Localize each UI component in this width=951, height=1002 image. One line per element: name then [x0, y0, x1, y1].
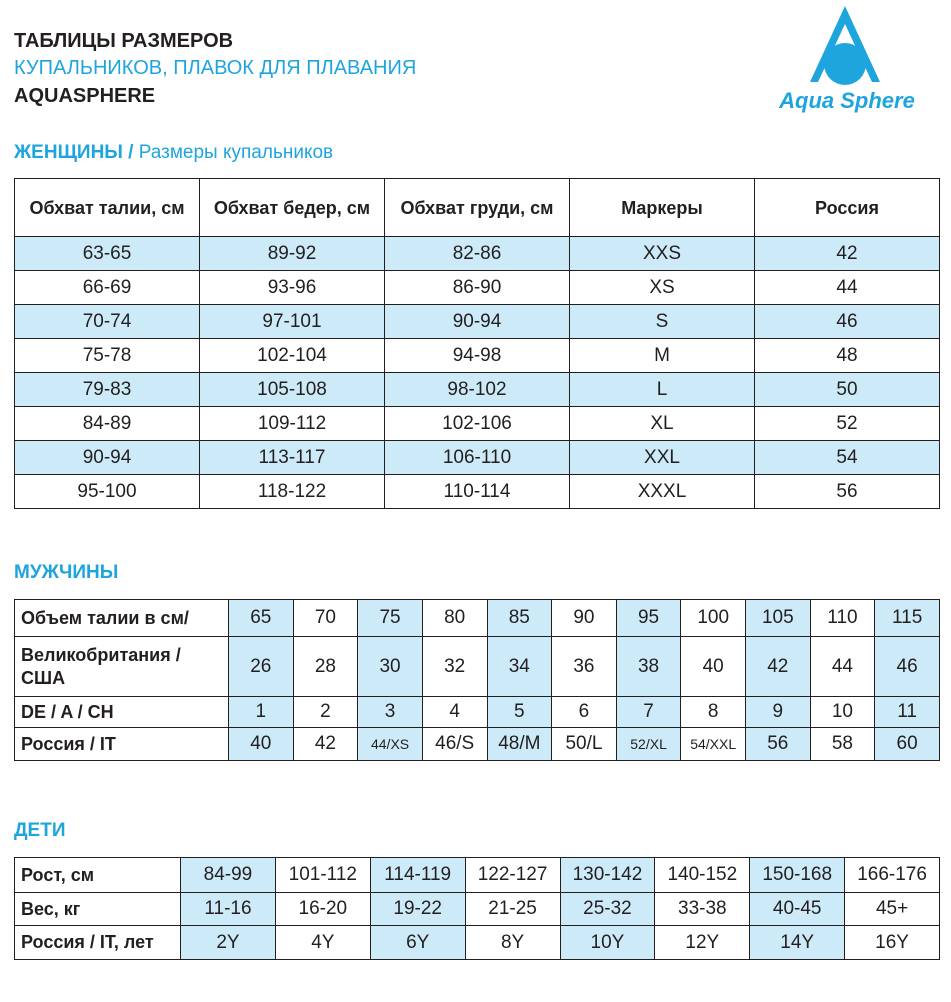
row-label: Россия / IT, лет: [15, 926, 181, 960]
table-cell: 122-127: [465, 858, 560, 893]
table-cell: 70-74: [15, 305, 200, 339]
table-cell: 42: [755, 237, 940, 271]
table-row: [15, 637, 940, 697]
table-cell: XS: [570, 271, 755, 305]
table-cell: 60: [875, 728, 940, 761]
table-cell: 1: [229, 697, 294, 728]
table-cell: 2Y: [181, 926, 276, 960]
table-cell: 52/XL: [616, 728, 681, 761]
column-header: Обхват талии, см: [15, 179, 200, 237]
row-label: DE / A / CH: [15, 697, 229, 728]
table-cell: 7: [616, 697, 681, 728]
table-cell: 106-110: [385, 441, 570, 475]
table-cell: 82-86: [385, 237, 570, 271]
table-cell: 14Y: [750, 926, 845, 960]
column-header: Россия: [755, 179, 940, 237]
table-cell: 5: [487, 697, 552, 728]
table-cell: 4: [422, 697, 487, 728]
table-cell: 63-65: [15, 237, 200, 271]
table-cell: 2: [293, 697, 358, 728]
men-size-table: [14, 599, 940, 761]
table-cell: 50: [755, 373, 940, 407]
table-cell: 11: [875, 697, 940, 728]
table-row: [15, 407, 940, 441]
table-cell: 90: [552, 600, 617, 637]
table-cell: 16-20: [275, 893, 370, 926]
table-cell: 79-83: [15, 373, 200, 407]
women-section-title: [14, 142, 333, 164]
table-cell: 33-38: [655, 893, 750, 926]
table-cell: 40: [681, 637, 746, 697]
table-cell: 52: [755, 407, 940, 441]
table-row: [15, 926, 940, 960]
table-cell: 42: [746, 637, 811, 697]
table-cell: 93-96: [200, 271, 385, 305]
table-cell: XXS: [570, 237, 755, 271]
table-cell: 90-94: [15, 441, 200, 475]
table-cell: 110: [810, 600, 875, 637]
table-cell: 90-94: [385, 305, 570, 339]
table-cell: 46: [875, 637, 940, 697]
table-cell: 100: [681, 600, 746, 637]
table-cell: 19-22: [370, 893, 465, 926]
table-cell: 28: [293, 637, 358, 697]
aqua-sphere-logo: [752, 4, 942, 114]
kids-section-title: ДЕТИ: [14, 820, 66, 841]
title-line-2: КУПАЛЬНИКОВ, ПЛАВОК ДЛЯ ПЛАВАНИЯ: [14, 57, 417, 79]
table-cell: 32: [422, 637, 487, 697]
table-cell: 30: [358, 637, 423, 697]
table-cell: 95-100: [15, 475, 200, 509]
table-row: [15, 475, 940, 509]
table-cell: 10Y: [560, 926, 655, 960]
row-label: Россия / IT: [15, 728, 229, 761]
table-cell: 84-99: [181, 858, 276, 893]
table-cell: 118-122: [200, 475, 385, 509]
table-cell: 48: [755, 339, 940, 373]
table-cell: 12Y: [655, 926, 750, 960]
table-cell: 98-102: [385, 373, 570, 407]
table-row: [15, 271, 940, 305]
table-cell: 105-108: [200, 373, 385, 407]
table-cell: 36: [552, 637, 617, 697]
table-cell: 54: [755, 441, 940, 475]
table-cell: 38: [616, 637, 681, 697]
table-cell: 66-69: [15, 271, 200, 305]
table-cell: 48/M: [487, 728, 552, 761]
table-cell: 80: [422, 600, 487, 637]
table-cell: 6: [552, 697, 617, 728]
column-header: Маркеры: [570, 179, 755, 237]
table-cell: 115: [875, 600, 940, 637]
row-label: Рост, см: [15, 858, 181, 893]
table-cell: 102-106: [385, 407, 570, 441]
women-subtitle: Размеры купальников: [138, 142, 334, 163]
table-cell: 42: [293, 728, 358, 761]
table-cell: 130-142: [560, 858, 655, 893]
table-cell: 54/XXL: [681, 728, 746, 761]
table-cell: 75: [358, 600, 423, 637]
title-line-3: AQUASPHERE: [14, 85, 156, 107]
table-cell: L: [570, 373, 755, 407]
table-cell: 166-176: [845, 858, 940, 893]
table-cell: 16Y: [845, 926, 940, 960]
table-row: [15, 728, 940, 761]
row-label: Великобритания / США: [15, 637, 229, 697]
table-cell: 44: [755, 271, 940, 305]
table-row: [15, 339, 940, 373]
table-cell: 102-104: [200, 339, 385, 373]
table-cell: XXXL: [570, 475, 755, 509]
table-header-row: [15, 179, 940, 237]
kids-size-table: [14, 857, 940, 960]
table-cell: 109-112: [200, 407, 385, 441]
table-row: [15, 893, 940, 926]
table-cell: 46/S: [422, 728, 487, 761]
table-cell: 150-168: [750, 858, 845, 893]
table-cell: 113-117: [200, 441, 385, 475]
table-cell: 114-119: [370, 858, 465, 893]
table-cell: 94-98: [385, 339, 570, 373]
table-cell: 3: [358, 697, 423, 728]
column-header: Обхват груди, см: [385, 179, 570, 237]
table-cell: 50/L: [552, 728, 617, 761]
table-cell: 85: [487, 600, 552, 637]
men-section-title: МУЖЧИНЫ: [14, 562, 119, 583]
table-row: [15, 373, 940, 407]
table-cell: 34: [487, 637, 552, 697]
table-cell: 86-90: [385, 271, 570, 305]
table-cell: 110-114: [385, 475, 570, 509]
table-cell: 44: [810, 637, 875, 697]
table-row: [15, 237, 940, 271]
table-cell: 25-32: [560, 893, 655, 926]
table-cell: 105: [746, 600, 811, 637]
table-row: [15, 305, 940, 339]
table-row: [15, 600, 940, 637]
table-cell: 65: [229, 600, 294, 637]
table-cell: 46: [755, 305, 940, 339]
table-cell: 8: [681, 697, 746, 728]
table-cell: 58: [810, 728, 875, 761]
table-cell: 75-78: [15, 339, 200, 373]
table-cell: M: [570, 339, 755, 373]
table-cell: 44/XS: [358, 728, 423, 761]
table-cell: 26: [229, 637, 294, 697]
row-label: Вес, кг: [15, 893, 181, 926]
table-cell: 6Y: [370, 926, 465, 960]
table-cell: 40-45: [750, 893, 845, 926]
table-cell: XL: [570, 407, 755, 441]
table-cell: 11-16: [181, 893, 276, 926]
table-cell: 45+: [845, 893, 940, 926]
table-cell: 95: [616, 600, 681, 637]
women-size-table: [14, 178, 940, 509]
table-cell: 140-152: [655, 858, 750, 893]
table-cell: 70: [293, 600, 358, 637]
table-cell: 9: [746, 697, 811, 728]
table-cell: 56: [755, 475, 940, 509]
table-row: [15, 441, 940, 475]
table-cell: 101-112: [275, 858, 370, 893]
table-row: [15, 697, 940, 728]
table-row: [15, 858, 940, 893]
table-cell: 84-89: [15, 407, 200, 441]
table-cell: 56: [746, 728, 811, 761]
svg-text:Aqua Sphere: Aqua Sphere: [779, 88, 915, 113]
table-cell: 89-92: [200, 237, 385, 271]
table-cell: 4Y: [275, 926, 370, 960]
table-cell: 8Y: [465, 926, 560, 960]
women-title: ЖЕНЩИНЫ /: [14, 142, 134, 163]
table-cell: 21-25: [465, 893, 560, 926]
table-cell: S: [570, 305, 755, 339]
table-cell: 40: [229, 728, 294, 761]
title-line-1: ТАБЛИЦЫ РАЗМЕРОВ: [14, 30, 234, 52]
row-label: Объем талии в см/: [15, 600, 229, 637]
column-header: Обхват бедер, см: [200, 179, 385, 237]
table-cell: 10: [810, 697, 875, 728]
table-cell: XXL: [570, 441, 755, 475]
table-cell: 97-101: [200, 305, 385, 339]
